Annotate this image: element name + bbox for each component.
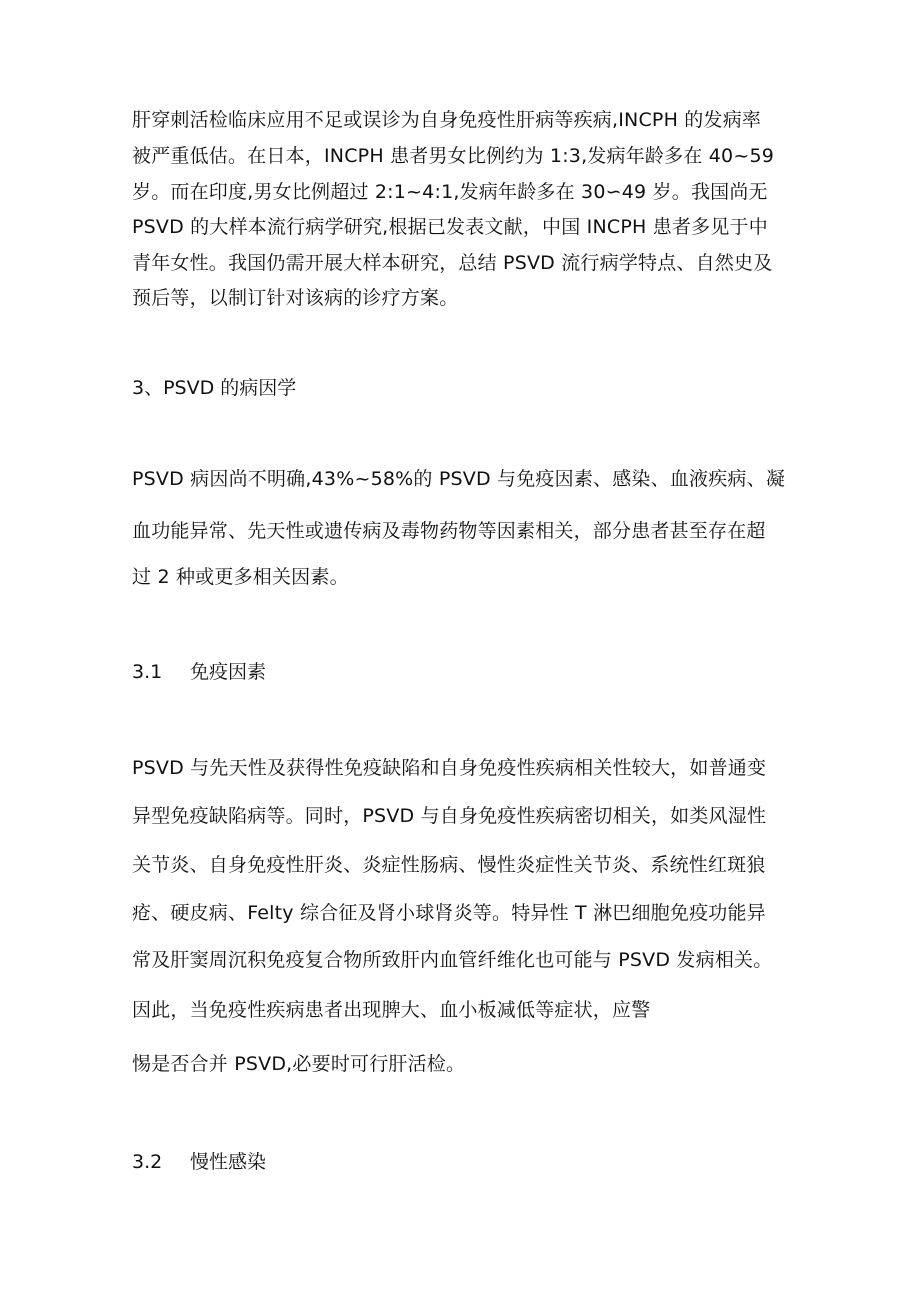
paragraph-3-line-5: 常及肝窦周沉积免疫复合物所致肝内血管纤维化也可能与 PSVD 发病相关。 [132,949,773,971]
section-3-heading: 3、PSVD 的病因学 [132,377,297,399]
paragraph-3-line-1: PSVD 与先天性及获得性免疫缺陷和自身免疫性疾病相关性较大，如普通变 [132,757,767,779]
paragraph-2-line-3: 过 2 种或更多相关因素。 [132,566,349,588]
paragraph-3-line-4: 疮、硬皮病、Felty 综合征及肾小球肾炎等。特异性 T 淋巴细胞免疫功能异 [132,902,766,924]
section-3-1-heading [132,658,266,686]
paragraph-3-line-6: 因此，当免疫性疾病患者出现脾大、血小板减低等症状，应警 [132,999,651,1021]
paragraph-2-line-2: 血功能异常、先天性或遗传病及毒物药物等因素相关，部分患者甚至存在超 [132,520,766,542]
section-3-2-title: 慢性感染 [190,1151,267,1173]
paragraph-1-line-3: 岁。而在印度,男女比例超过 2:1~4:1,发病年龄多在 30∽49 岁。我国尚无 [132,181,768,203]
paragraph-1-line-1: 肝穿刺活检临床应用不足或误诊为自身免疫性肝病等疾病,INCPH 的发病率 [132,109,762,131]
paragraph-1-line-4: PSVD 的大样本流行病学研究,根据已发表文献，中国 INCPH 患者多见于中 [132,216,768,238]
paragraph-1-line-5: 青年女性。我国仍需开展大样本研究，总结 PSVD 流行病学特点、自然史及 [132,252,773,274]
paragraph-3-line-2: 异型免疫缺陷病等。同时，PSVD 与自身免疫性疾病密切相关，如类风湿性 [132,805,767,827]
paragraph-4-line-1: 惕是否合并 PSVD,必要时可行肝活检。 [132,1053,466,1075]
section-3-2-number: 3.2 [132,1151,163,1173]
paragraph-2-line-1: PSVD 病因尚不明确,43%~58%的 PSVD 与免疫因素、感染、血液疾病、凝 [132,468,786,490]
section-3-1-number: 3.1 [132,661,163,683]
paragraph-1-line-6: 预后等，以制订针对该病的诊疗方案。 [132,287,459,309]
paragraph-3-line-3: 关节炎、自身免疫性肝炎、炎症性肠病、慢性炎症性关节炎、系统性红斑狼 [132,854,766,876]
section-3-2-heading [132,1148,266,1176]
paragraph-1-line-2: 被严重低估。在日本，INCPH 患者男女比例约为 1:3,发病年龄多在 40~59 [132,145,775,167]
section-3-1-title: 免疫因素 [190,661,267,683]
